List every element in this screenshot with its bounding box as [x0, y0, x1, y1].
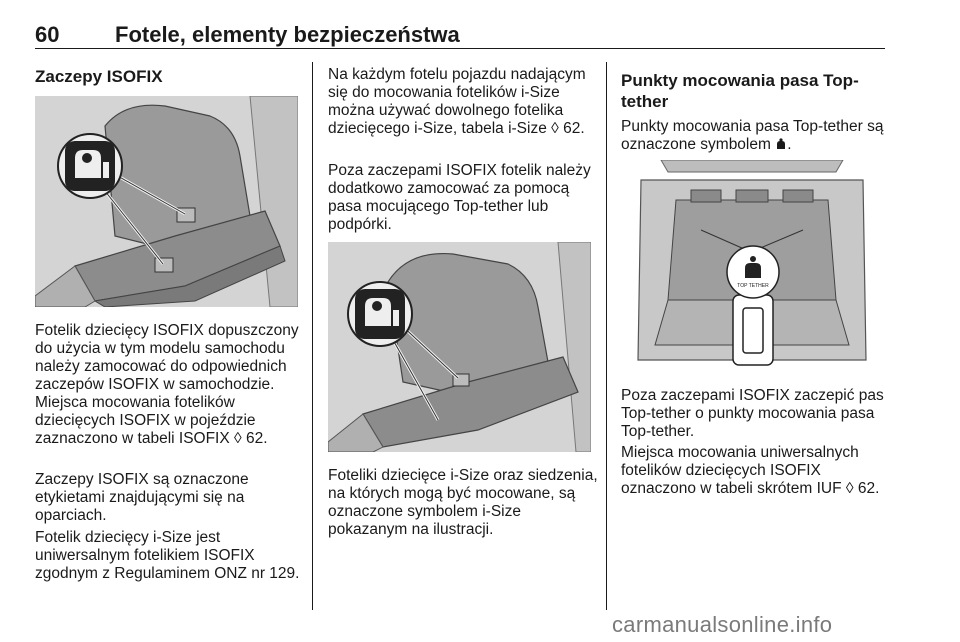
- top-tether-label: TOP TETHER: [737, 283, 769, 289]
- top-tether-paragraph-3: Miejsca mocowania uniwersalnych fotelików dziecięcych ISOFIX oznaczono w tabeli skrótem IUF ◊ 62.: [621, 444, 880, 497]
- trunk-illustration: [621, 160, 883, 371]
- isofix-paragraph-1: Fotelik dziecięcy ISOFIX dopuszczony do użycia w tym modelu samochodu należy zamocować do odpowiednich zaczepów ISOFIX w samochodzie. Miejsca mocowania fotelików dziecięcych ISOFIX w pojeździe zaznaczono w tabeli ISOFIX ◊ 62.: [35, 322, 299, 447]
- page-ref-icon: ◊: [551, 120, 559, 137]
- top-tether-symbol-icon: [775, 137, 787, 155]
- isize-paragraph-2: Poza zaczepami ISOFIX fotelik należy dodatkowo zamocować za pomocą pasa mocującego Top-tether lub podpórki.: [328, 162, 591, 233]
- isize-paragraph-1: Na każdym fotelu pojazdu nadającym się do mocowania fotelików i-Size można używać dowolnego fotelika dziecięcego i-Size, tabela i-Size ◊ 62.: [328, 66, 586, 137]
- page-number: 60: [35, 22, 60, 47]
- isofix-paragraph-3: Fotelik dziecięcy i-Size jest uniwersalnym fotelikiem ISOFIX zgodnym z Regulaminem ONZ nr 129.: [35, 529, 300, 582]
- figure-isofix-seat: [35, 96, 298, 307]
- page-ref[interactable]: 62.: [246, 430, 268, 447]
- page-ref[interactable]: 62.: [563, 120, 585, 137]
- figure-isize-seat: [328, 242, 591, 452]
- column-divider-2: [606, 62, 607, 610]
- isize-paragraph-3: Foteliki dziecięce i-Size oraz siedzenia, na których mogą być mocowane, są oznaczone symbolem i-Size pokazanym na ilustracji.: [328, 467, 598, 538]
- page-ref[interactable]: 62.: [857, 480, 880, 497]
- chapter-title: Fotele, elementy bezpieczeństwa: [115, 22, 460, 47]
- column-divider-1: [312, 62, 313, 610]
- isofix-paragraph-2: Zaczepy ISOFIX są oznaczone etykietami znajdującymi się na oparciach.: [35, 471, 249, 524]
- top-tether-paragraph-2: Poza zaczepami ISOFIX zaczepić pas Top-tether o punkty mocowania pasa Top-tether.: [621, 387, 884, 440]
- page-ref-icon: ◊: [234, 430, 242, 447]
- figure-top-tether-trunk: [621, 160, 883, 371]
- watermark: carmanualsonline.info: [612, 612, 833, 637]
- page-ref-icon: ◊: [845, 480, 854, 497]
- isize-seat-illustration: [328, 242, 591, 452]
- section-title-top-tether: Punkty mocowania pasa Top-tether: [621, 71, 859, 111]
- section-title-isofix: Zaczepy ISOFIX: [35, 67, 163, 86]
- isofix-seat-illustration: [35, 96, 298, 307]
- top-tether-paragraph-1: Punkty mocowania pasa Top-tether są oznaczone symbolem .: [621, 118, 884, 153]
- page-header: [35, 22, 885, 49]
